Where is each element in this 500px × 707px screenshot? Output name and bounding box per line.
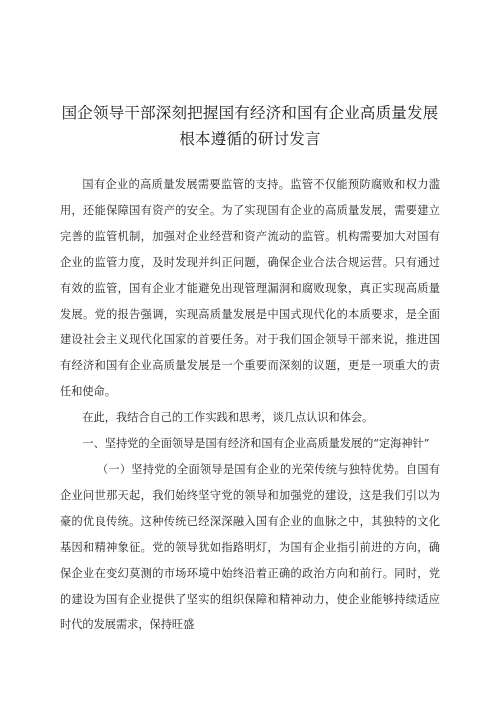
document-title bbox=[60, 100, 440, 152]
title-line-1: 国企领导干部深刻把握国有经济和国有企业高质量发展 bbox=[61, 104, 439, 122]
section-heading-1: 一、坚持党的全面领导是国有经济和国有企业高质量发展的“定海神针” bbox=[82, 437, 430, 451]
title-line-2: 根本遵循的研讨发言 bbox=[179, 130, 321, 148]
subsection-paragraph-1: （一）坚持党的全面领导是国有企业的光荣传统与独特优势。自国有企业问世那天起，我们始终坚守党的领导和加强党的建设，这是我们引以为豪的优良传统。这种传统已经深深融入国有企业的血脉之中，其独特的文化基因和精神象征。党的领导犹如指路明灯，为国有企业指引前进的方向，确保企业在变幻莫测的市场环境中始终沿着正确的政治方向和前行。同时，党的建设为国有企业提供了坚实的组织保障和精神动力，使企业能够持续适应时代的发展需求，保持旺盛 bbox=[60, 462, 440, 632]
paragraph-intro: 国有企业的高质量发展需要监管的支持。监管不仅能预防腐败和权力滥用，还能保障国有资产的安全。为了实现国有企业的高质量发展，需要建立完善的监管机制，加强对企业经营和资产流动的监管。机构需要加大对国有企业的监管力度，及时发现并纠正问题，确保企业合法合规运营。只有通过有效的监管，国有企业才能避免出现管理漏洞和腐败现象，真正实现高质量发展。党的报告强调，实现高质量发展是中国式现代化的本质要求，是全面建设社会主义现代化国家的首要任务。对于我们国企领导干部来说，推进国有经济和国有企业高质量发展是一个重要而深刻的议题，更是一项重大的责任和使命。 bbox=[60, 178, 440, 399]
document-body bbox=[60, 172, 440, 638]
paragraph-transition: 在此，我结合自己的工作实践和思考，谈几点认识和体会。 bbox=[82, 411, 374, 425]
